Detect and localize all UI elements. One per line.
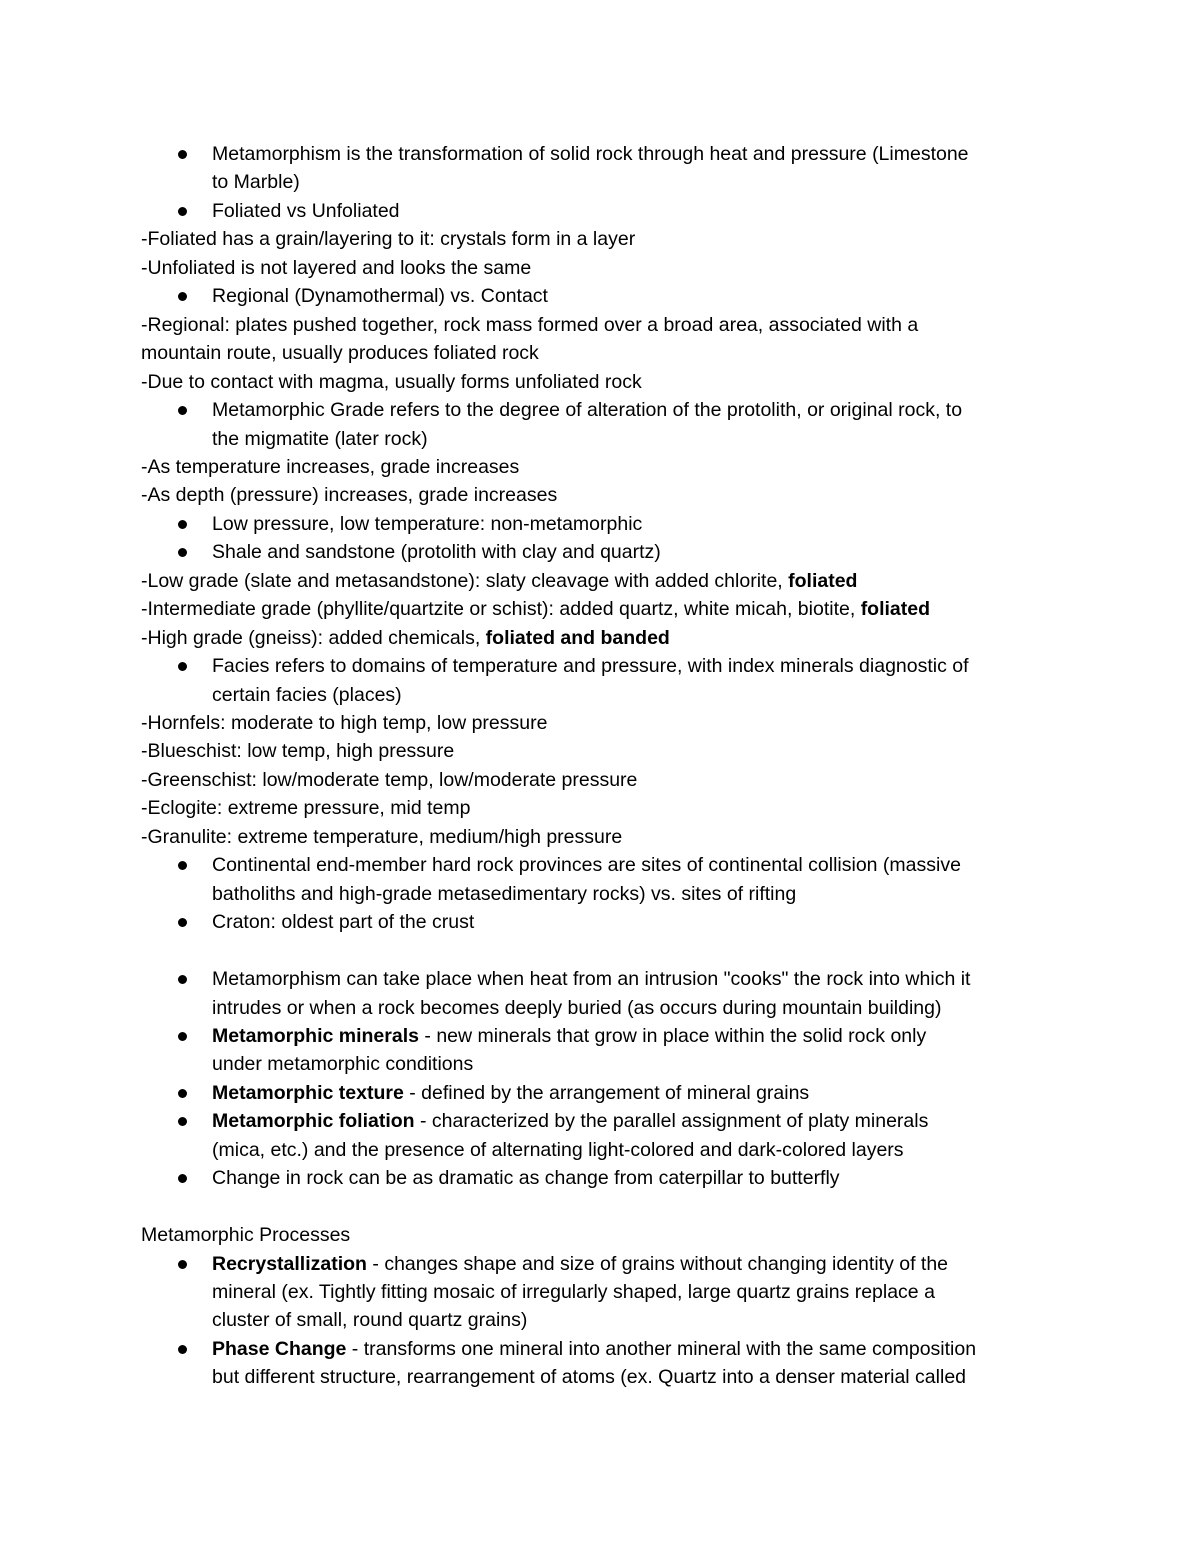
text-segment: - characterized by the parallel assignment of platy minerals bbox=[414, 1110, 929, 1133]
bullet-text-line bbox=[212, 396, 962, 424]
text-segment: -Blueschist: low temp, high pressure bbox=[141, 740, 455, 763]
bullet-text-line bbox=[212, 1363, 966, 1391]
bullet-text-line bbox=[212, 880, 796, 908]
text-line bbox=[141, 1221, 350, 1249]
text-line bbox=[141, 225, 635, 253]
bullet-text-line bbox=[212, 1022, 926, 1050]
bullet-icon bbox=[178, 1174, 187, 1183]
text-segment: -As depth (pressure) increases, grade increases bbox=[141, 484, 558, 507]
text-segment: certain facies (places) bbox=[212, 683, 402, 706]
bullet-icon bbox=[178, 292, 187, 301]
text-segment: -Granulite: extreme temperature, medium/high pressure bbox=[141, 825, 623, 848]
bullet-icon bbox=[178, 1345, 187, 1354]
bullet-text-line bbox=[212, 994, 941, 1022]
bullet-text-line bbox=[212, 1107, 928, 1135]
text-segment: - changes shape and size of grains without changing identity of the bbox=[366, 1252, 949, 1275]
bold-term: Recrystallization bbox=[212, 1252, 367, 1275]
bullet-icon bbox=[178, 1117, 187, 1126]
bullet-icon bbox=[178, 1089, 187, 1098]
text-segment: Craton: oldest part of the crust bbox=[212, 911, 475, 934]
bullet-icon bbox=[178, 1260, 187, 1269]
text-line bbox=[141, 453, 519, 481]
text-segment: the migmatite (later rock) bbox=[212, 427, 428, 450]
text-line bbox=[141, 595, 930, 623]
bullet-icon bbox=[178, 1032, 187, 1041]
text-segment: intrudes or when a rock becomes deeply buried (as occurs during mountain building) bbox=[212, 996, 942, 1019]
bold-term: Metamorphic texture bbox=[212, 1081, 404, 1104]
bullet-icon bbox=[178, 406, 187, 415]
bullet-text-line bbox=[212, 1164, 840, 1192]
text-line bbox=[141, 737, 454, 765]
text-segment: Regional (Dynamothermal) vs. Contact bbox=[212, 285, 548, 308]
bullet-icon bbox=[178, 918, 187, 927]
text-line bbox=[141, 794, 470, 822]
text-segment: mountain route, usually produces foliated rock bbox=[141, 342, 539, 365]
text-line bbox=[141, 311, 918, 339]
text-segment: Metamorphic Processes bbox=[141, 1224, 351, 1247]
bullet-text-line bbox=[212, 1306, 527, 1334]
bullet-text-line bbox=[212, 538, 661, 566]
bold-term: foliated bbox=[788, 569, 858, 592]
text-segment: Low pressure, low temperature: non-metamorphic bbox=[212, 512, 643, 535]
text-segment: - new minerals that grow in place within the solid rock only bbox=[418, 1024, 927, 1047]
bullet-text-line bbox=[212, 197, 400, 225]
bullet-text-line bbox=[212, 1079, 809, 1107]
bullet-icon bbox=[178, 150, 187, 159]
text-segment: cluster of small, round quartz grains) bbox=[212, 1309, 528, 1332]
bullet-text-line bbox=[212, 1136, 904, 1164]
bullet-text-line bbox=[212, 851, 961, 879]
text-segment: Metamorphism is the transformation of solid rock through heat and pressure (Limestone bbox=[212, 143, 969, 165]
bullet-text-line bbox=[212, 652, 969, 680]
text-segment: -Regional: plates pushed together, rock mass formed over a broad area, associated with a bbox=[141, 313, 919, 336]
bullet-text-line bbox=[212, 168, 300, 196]
text-segment: Facies refers to domains of temperature and pressure, with index minerals diagnostic of bbox=[212, 655, 969, 678]
bullet-text-line bbox=[212, 1050, 473, 1078]
bold-term: Metamorphic minerals bbox=[212, 1024, 419, 1047]
text-segment: -High grade (gneiss): added chemicals, bbox=[141, 626, 486, 649]
text-line bbox=[141, 766, 637, 794]
text-segment: mineral (ex. Tightly fitting mosaic of irregularly shaped, large quartz grains replace a bbox=[212, 1281, 935, 1303]
text-line bbox=[141, 481, 557, 509]
text-segment: Foliated vs Unfoliated bbox=[212, 199, 400, 222]
bullet-icon bbox=[178, 662, 187, 671]
text-segment: -Unfoliated is not layered and looks the same bbox=[141, 256, 532, 279]
text-segment: but different structure, rearrangement of atoms (ex. Quartz into a denser material called bbox=[212, 1366, 967, 1389]
bullet-icon bbox=[178, 861, 187, 870]
bold-term: Phase Change bbox=[212, 1337, 347, 1360]
text-segment: -As temperature increases, grade increases bbox=[141, 455, 520, 478]
text-segment: -Intermediate grade (phyllite/quartzite or schist): added quartz, white micah, biotite, bbox=[141, 598, 861, 621]
text-line bbox=[141, 368, 642, 396]
text-segment: - transforms one mineral into another mineral with the same composition bbox=[346, 1337, 977, 1360]
text-line bbox=[141, 709, 547, 737]
bullet-text-line bbox=[212, 1250, 948, 1278]
bullet-text-line bbox=[212, 140, 969, 168]
text-segment: Continental end-member hard rock provinces are sites of continental collision (massive bbox=[212, 854, 961, 877]
bullet-icon bbox=[178, 207, 187, 216]
bold-term: foliated and banded bbox=[485, 626, 670, 649]
text-line bbox=[141, 823, 622, 851]
bullet-text-line bbox=[212, 510, 642, 538]
text-segment: (mica, etc.) and the presence of alternating light-colored and dark-colored layers bbox=[212, 1138, 904, 1161]
text-line bbox=[141, 254, 531, 282]
text-segment: Metamorphic Grade refers to the degree of alteration of the protolith, or original rock, to bbox=[212, 399, 963, 422]
bullet-icon bbox=[178, 520, 187, 529]
text-segment: batholiths and high-grade metasedimentary rocks) vs. sites of rifting bbox=[212, 882, 797, 905]
bold-term: foliated bbox=[860, 598, 931, 621]
bullet-icon bbox=[178, 975, 187, 984]
text-segment: under metamorphic conditions bbox=[212, 1053, 474, 1076]
text-segment: -Low grade (slate and metasandstone): slaty cleavage with added chlorite, bbox=[141, 569, 789, 592]
bullet-text-line bbox=[212, 1278, 935, 1306]
bullet-text-line bbox=[212, 965, 970, 993]
text-segment: - defined by the arrangement of mineral grains bbox=[403, 1081, 810, 1104]
bullet-text-line bbox=[212, 425, 428, 453]
text-line bbox=[141, 624, 670, 652]
bullet-text-line bbox=[212, 1335, 976, 1363]
text-line bbox=[141, 567, 857, 595]
text-segment: Shale and sandstone (protolith with clay and quartz) bbox=[212, 541, 661, 564]
text-segment: -Greenschist: low/moderate temp, low/moderate pressure bbox=[141, 768, 638, 791]
text-segment: Metamorphism can take place when heat from an intrusion "cooks" the rock into which it bbox=[212, 968, 971, 991]
text-segment: -Due to contact with magma, usually forms unfoliated rock bbox=[141, 370, 642, 393]
bullet-text-line bbox=[212, 282, 548, 310]
text-segment: -Hornfels: moderate to high temp, low pressure bbox=[141, 712, 548, 734]
bullet-icon bbox=[178, 548, 187, 557]
text-segment: -Foliated has a grain/layering to it: crystals form in a layer bbox=[141, 228, 636, 251]
text-segment: -Eclogite: extreme pressure, mid temp bbox=[141, 797, 471, 820]
bullet-text-line bbox=[212, 908, 474, 936]
text-segment: to Marble) bbox=[212, 171, 300, 194]
text-segment: Change in rock can be as dramatic as change from caterpillar to butterfly bbox=[212, 1167, 840, 1190]
bullet-text-line bbox=[212, 681, 402, 709]
text-line bbox=[141, 339, 539, 367]
bold-term: Metamorphic foliation bbox=[212, 1110, 415, 1133]
